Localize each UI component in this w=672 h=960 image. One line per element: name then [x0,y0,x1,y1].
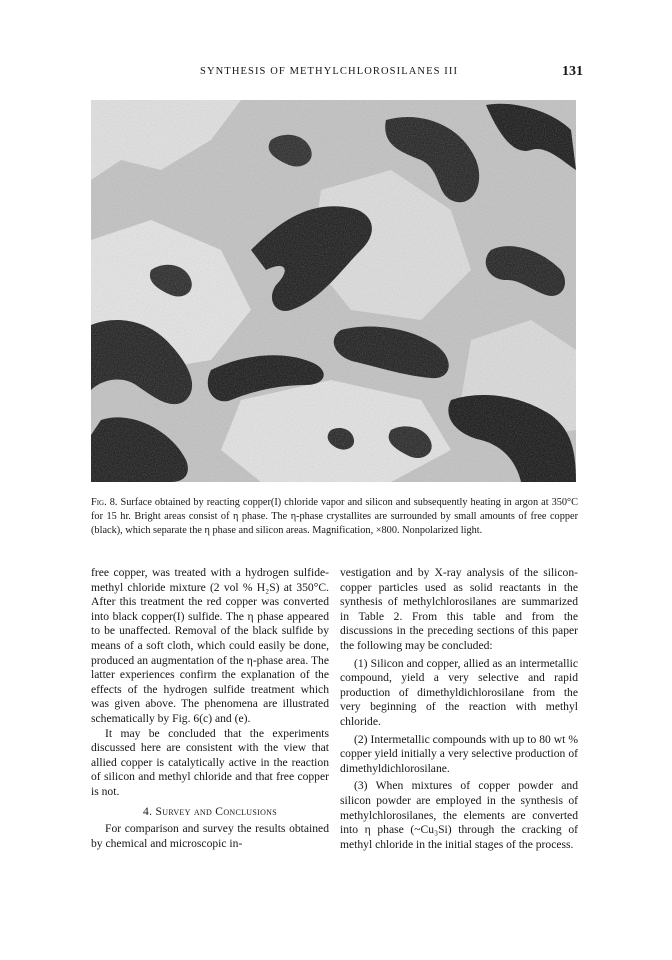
section-heading: 4. Survey and Conclusions [143,804,277,818]
running-title: SYNTHESIS OF METHYLCHLOROSILANES III [200,66,459,77]
paragraph: It may be concluded that the experiments discussed here are consistent with the view that allied copper is catalytically active in the reaction of silicon and methyl chloride and that free copper is not. [91,726,329,798]
paragraph: vestigation and by X-ray analysis of the silicon-copper particles used as solid reactants in the synthesis of methylchlorosilanes are summarized in Table 2. From this table and from the discussions in the preceding sections of this paper the following may be concluded: [340,566,578,652]
conclusion-item: (2) Intermetallic compounds with up to 80 wt % copper yield initially a very selective production of dimethyldichlorosilane. [340,732,578,775]
paragraph: For comparison and survey the results obtained by chemical and microscopic in- [91,822,329,850]
micrograph-figure [91,100,576,482]
micrograph-image [91,100,576,482]
right-column [340,566,578,852]
conclusion-item: (3) When mixtures of copper powder and silicon powder are employed in the synthesis of methylchlorosilanes, the elements are converted into η phase (~Cu₃Si) through the cracking of methyl chloride in the initial stages of the process. [340,779,578,851]
figure-caption [91,496,578,539]
running-head [0,66,672,86]
left-column [91,566,329,851]
conclusion-item: (1) Silicon and copper, allied as an intermetallic compound, yield a very selective and rapid production of dimethyldichlorosilane from the very beginning of the reaction with methyl chloride. [340,656,578,728]
caption-label: Fig. 8. [91,497,118,508]
paragraph: free copper, was treated with a hydrogen sulfide-methyl chloride mixture (2 vol % H₂S) at 350°C. After this treatment the red copper was converted into black copper(I) sulfide. The η phase appeared to be unaffected. Removal of the black sulfide by means of a soft cloth, which could easily be done, produced an augmentation of the η-phase area. The latter experiences confirm the explanation of the effects of the hydrogen sulfide treatment which was given above. The phenomena are illustrated schematically by Fig. 6(c) and (e). [91,566,329,725]
page-number: 131 [562,64,583,79]
caption-text: Surface obtained by reacting copper(I) chloride vapor and silicon and subsequently heating in argon at 350°C for 15 hr. Bright areas consist of η phase. The η-phase crystallites are surrounded by small amounts of free copper (black), which separate the η phase and silicon areas. Magnification, ×800. Nonpolarized light. [91,497,579,537]
